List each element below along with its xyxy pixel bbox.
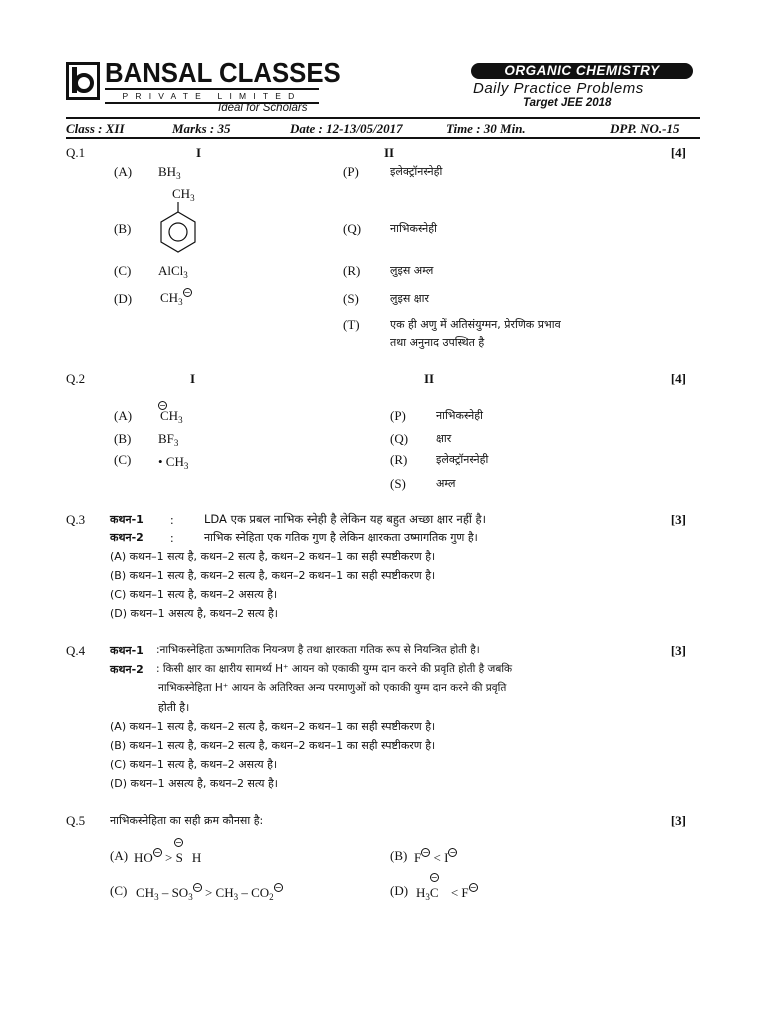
brand-subtitle: PRIVATE LIMITED [105,88,319,104]
brand-name: BANSAL CLASSES [105,57,341,88]
q4-option-d: (D) कथन–1 असत्य है, कथन–2 सत्य है। [110,777,278,790]
meta-time: Time : 30 Min. [446,121,526,136]
q1-right-r: लुइस अम्ल [390,264,434,277]
q3-statement2-label: कथन-2 [110,531,144,544]
q1-right-label-r: (R) [343,263,361,278]
dpp-title: Daily Practice Problems [473,80,644,97]
q1-right-q: नाभिकस्नेही [390,222,437,235]
q3-statement1-label: कथन-1 [110,513,144,526]
meta-date: Date : 12-13/05/2017 [290,121,403,136]
q2-marks: [4] [670,371,686,386]
q1-right-label-p: (P) [343,164,359,179]
q5-number: Q.5 [66,813,86,828]
toluene-methyl: $CH_3$ [172,186,195,203]
q1-left-c: AlCl$_3$ [158,263,188,280]
q3-marks: [3] [670,512,686,527]
q2-left-label-a: (A) [114,408,133,423]
q2-number: Q.2 [66,371,86,386]
q2-left-c: • $CH_3$ [158,454,189,471]
q4-option-c: (C) कथन–1 सत्य है, कथन–2 असत्य है। [110,758,278,771]
logo-mark-icon [69,65,97,97]
q1-number: Q.1 [66,145,86,160]
q4-statement2-line2: नाभिकस्नेहिता H⁺ आयन के अतिरिक्त अन्य परमाणुओं को एकाकी युग्म दान करने की प्रवृति [158,682,507,694]
q1-left-label-d: (D) [114,291,133,306]
q2-right-label-q: (Q) [390,431,409,446]
q4-number: Q.4 [66,643,86,658]
q4-statement2-label: कथन-2 [110,663,144,676]
negative-charge-icon: − [153,848,161,857]
q5-option-c: $CH_3 - SO_3- > CH_3 - CO_2-$ [136,883,282,902]
negative-charge-icon: − [159,401,166,410]
q1-col1-heading: I [196,145,202,160]
q2-col2-heading: II [424,371,435,386]
q2-left-label-c: (C) [114,452,132,467]
q4-option-b: (B) कथन–1 सत्य है, कथन–2 सत्य है, कथन–2 कथन–1 का सही स्पष्टीकरण है। [110,739,436,752]
q4-option-a: (A) कथन–1 सत्य है, कथन–2 सत्य है, कथन–2 कथन–1 का सही स्पष्टीकरण है। [110,720,436,733]
header-rule-bottom [66,137,700,139]
meta-marks: Marks : 35 [172,121,231,136]
brand-tagline: Ideal for Scholars [218,102,308,114]
q5-option-b: F− < I− [414,848,457,865]
q1-left-label-a: (A) [114,164,133,179]
q1-right-p: इलेक्ट्रॉनस्नेही [390,165,443,178]
q3-option-c: (C) कथन–1 सत्य है, कथन–2 असत्य है। [110,588,278,601]
meta-class: Class : XII [66,121,125,136]
q1-left-d: $CH_3-$ [160,288,191,307]
q4-statement2-line3: होती है। [158,701,190,714]
q2-right-label-r: (R) [390,452,408,467]
negative-charge-icon: − [469,883,477,892]
negative-charge-icon: − [274,883,282,892]
q2-right-s: अम्ल [436,477,456,490]
q1-marks: [4] [670,145,686,160]
q3-option-a: (A) कथन–1 सत्य है, कथन–2 सत्य है, कथन–2 कथन–1 का सही स्पष्टीकरण है। [110,550,436,563]
q4-statement1-label: कथन-1 [110,644,144,657]
meta-dpp-number: DPP. NO.-15 [610,121,680,136]
q2-left-a: $CH_3$ [160,408,183,425]
negative-charge-icon: − [449,848,457,857]
negative-charge-icon: − [174,838,182,847]
q5-option-b-label: (B) [390,848,408,863]
q3-option-b: (B) कथन–1 सत्य है, कथन–2 सत्य है, कथन–2 कथन–1 का सही स्पष्टीकरण है। [110,569,436,582]
q1-right-t-line1: एक ही अणु में अतिसंयुग्मन, प्रेरणिक प्रभाव [390,318,561,331]
q4-statement1-text: :नाभिकस्नेहिता ऊष्मागतिक नियन्त्रण है तथा क्षारकता गतिक रूप से नियन्त्रित होती है। [156,644,480,656]
negative-charge-icon: − [193,883,201,892]
q4-marks: [3] [670,643,686,658]
q1-col2-heading: II [384,145,395,160]
q2-right-label-s: (S) [390,476,406,491]
q5-marks: [3] [670,813,686,828]
q3-statement1-text: LDA एक प्रबल नाभिक स्नेही है लेकिन यह बहुत अच्छा क्षार नहीं है। [204,512,487,526]
q3-number: Q.3 [66,512,86,527]
q2-right-p: नाभिकस्नेही [436,409,483,422]
subject-badge: ORGANIC CHEMISTRY [471,63,693,79]
q4-statement2-line1: : किसी क्षार का क्षारीय सामर्थ्य H⁺ आयन को एकाकी युग्म दान करने की प्रवृति होती है जबकि [156,663,513,675]
q2-right-q: क्षार [436,432,452,445]
negative-charge-icon: − [430,873,438,882]
q2-left-b: $BF_3$ [158,431,179,448]
negative-charge-icon: − [422,848,430,857]
target-label: Target JEE 2018 [523,97,612,109]
q1-right-label-q: (Q) [343,221,362,236]
q3-statement2-text: नाभिक स्नेहिता एक गतिक गुण है लेकिन क्षारकता उष्मागतिक गुण है। [204,531,478,544]
q1-right-label-s: (S) [343,291,359,306]
q2-right-label-p: (P) [390,408,406,423]
q3-statement1-colon: : [170,512,174,527]
header-rule-top [66,117,700,119]
q1-right-t-line2: तथा अनुनाद उपस्थित है [390,336,485,349]
q3-statement2-colon: : [170,530,174,545]
q2-left-label-b: (B) [114,431,132,446]
negative-charge-icon: − [183,288,191,297]
q2-col1-heading: I [190,371,196,386]
q3-option-d: (D) कथन–1 असत्य है, कथन–2 सत्य है। [110,607,278,620]
benzene-ring-icon [156,196,200,258]
q5-option-a: HO− > S−H [134,838,202,865]
q1-left-label-c: (C) [114,263,132,278]
q1-left-a: $BH_3$ [158,164,181,181]
q1-right-label-t: (T) [343,317,360,332]
q5-option-d: $H_3C- < F-$ [416,873,477,902]
brand-logo [66,62,100,100]
q5-option-d-label: (D) [390,883,409,898]
q5-option-a-label: (A) [110,848,129,863]
q2-right-r: इलेक्ट्रॉनस्नेही [436,453,489,466]
q5-question-text: नाभिकस्नेहिता का सही क्रम कौनसा है: [110,814,264,827]
q5-option-c-label: (C) [110,883,128,898]
q1-left-label-b: (B) [114,221,132,236]
q1-right-s: लुइस क्षार [390,292,430,305]
